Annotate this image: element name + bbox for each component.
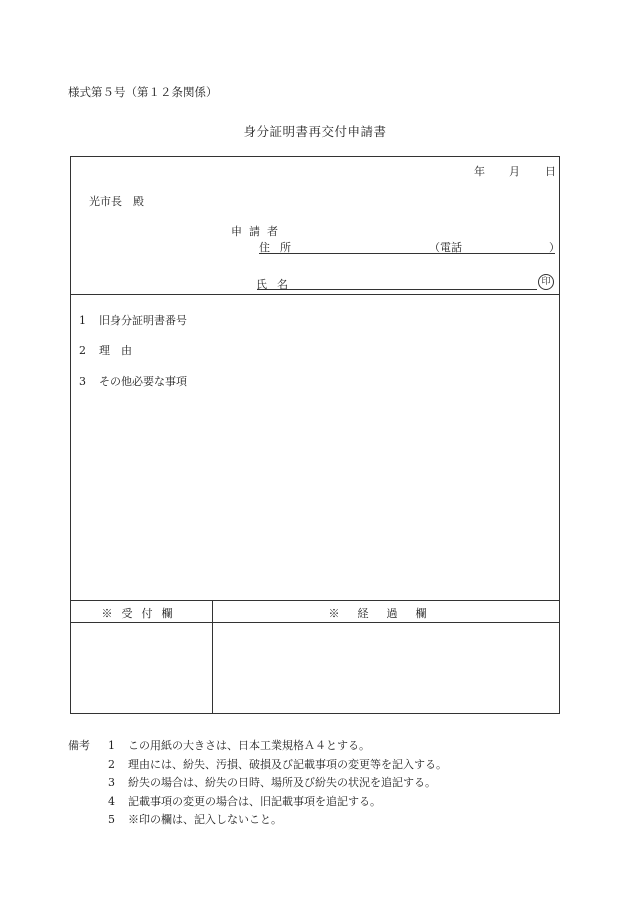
remark-text: この用紙の大きさは、日本工業規格Ａ４とする。 <box>128 739 370 752</box>
phone-label: （電話 <box>429 241 462 254</box>
form-number: 様式第５号（第１２条関係） <box>68 85 218 99</box>
date-year-label: 年 <box>474 165 485 178</box>
item-old-id-number <box>79 312 187 328</box>
remark-number: 1 <box>108 739 115 752</box>
item-other-matters <box>79 373 187 389</box>
item-label: 理 由 <box>99 344 132 357</box>
remark-number: 4 <box>108 794 115 808</box>
remarks-label: 備考 <box>68 739 90 752</box>
item-reason <box>79 342 132 358</box>
application-form-frame <box>70 156 560 714</box>
seal-mark: 印 <box>538 274 554 290</box>
name-label: 氏名 <box>256 278 298 291</box>
remark-row <box>68 756 447 775</box>
remark-text: 理由には、紛失、汚損、破損及び記載事項の変更等を記入する。 <box>128 757 447 771</box>
section-divider <box>71 294 559 295</box>
remarks-section <box>68 737 447 830</box>
address-label: 住所 <box>259 241 301 254</box>
remark-row <box>68 737 447 756</box>
item-label: 旧身分証明書番号 <box>99 314 187 327</box>
progress-cell[interactable] <box>215 624 557 709</box>
addressee: 光市長 殿 <box>89 195 144 208</box>
remark-text: 紛失の場合は、紛失の日時、場所及び紛失の状況を追記する。 <box>128 776 436 789</box>
date-month-label: 月 <box>509 165 520 178</box>
phone-close-paren: ） <box>549 241 560 254</box>
name-input-line[interactable] <box>257 289 537 290</box>
date-day-label: 日 <box>545 165 556 178</box>
remark-text: ※印の欄は、記入しないこと。 <box>128 813 282 826</box>
applicant-label: 申請者 <box>231 225 285 238</box>
remark-row <box>68 793 447 812</box>
progress-column-header: ※経過欄 <box>328 607 445 620</box>
table-top-divider <box>71 600 559 601</box>
reception-cell[interactable] <box>73 624 210 709</box>
item-number: 2 <box>79 344 86 357</box>
remark-number: 2 <box>108 757 115 771</box>
remark-number: 3 <box>108 776 115 789</box>
reception-column-header: ※受付欄 <box>101 607 182 620</box>
item-number: 1 <box>79 314 86 327</box>
document-title: 身分証明書再交付申請書 <box>243 124 387 139</box>
item-label: その他必要な事項 <box>99 375 187 388</box>
remark-number: 5 <box>108 813 115 826</box>
address-input-line[interactable] <box>259 253 555 254</box>
remark-row <box>68 811 447 830</box>
remark-row <box>68 774 447 793</box>
remark-text: 記載事項の変更の場合は、旧記載事項を追記する。 <box>128 794 381 808</box>
table-header-divider <box>71 622 559 623</box>
item-number: 3 <box>79 375 86 388</box>
